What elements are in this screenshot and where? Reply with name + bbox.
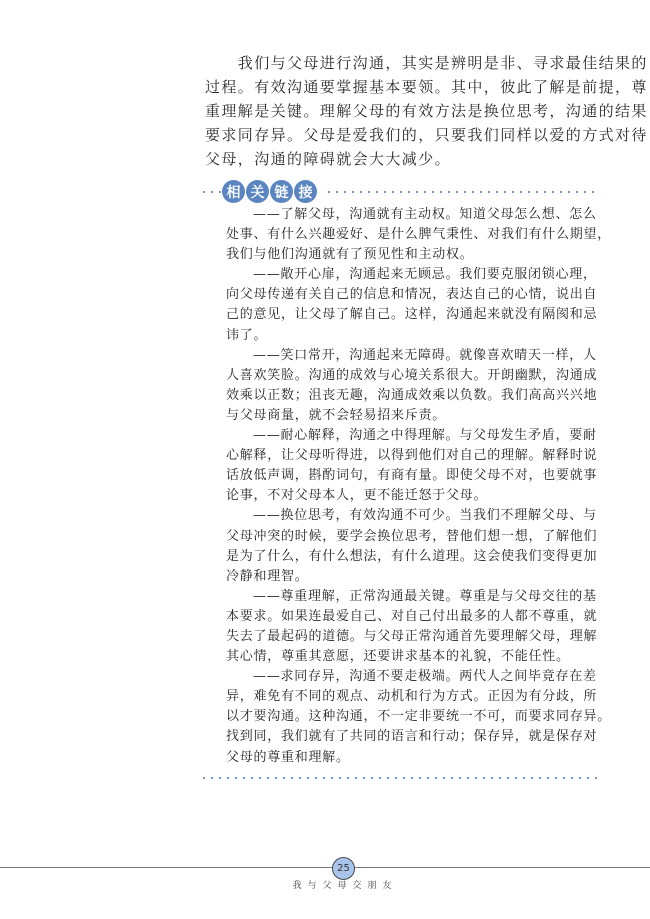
intro-line: 父母，沟通的障碍就会大大减少。 — [205, 150, 452, 168]
body-line: ——笑口常开，沟通起来无障碍。就像喜欢晴天一样，人 — [253, 347, 597, 363]
dotted-divider — [325, 191, 600, 193]
body-line: 处事、有什么兴趣爱好、是什么脾气秉性、对我们有什么期望， — [226, 227, 612, 243]
title-char: 相 — [222, 180, 245, 203]
body-line: ——敞开心扉，沟通起来无顾忌。我们要克服闭锁心理， — [253, 267, 597, 283]
body-line: 与父母商量，就不会轻易招来斥责。 — [226, 407, 447, 423]
body-line: ——换位思考，有效沟通不可少。当我们不理解父母、与 — [253, 508, 597, 524]
body-line: 是为了什么，有什么想法，有什么道理。这会使我们变得更加 — [226, 548, 598, 564]
body-line: 父母冲突的时候，要学会换位思考，替他们想一想，了解他们 — [226, 528, 598, 544]
body-line: 其心情，尊重其意愿，还要讲求基本的礼貌，不能任性。 — [226, 649, 570, 665]
page-number: 25 — [332, 857, 355, 880]
body-line: 异，难免有不同的观点、动机和行为方式。正因为有分歧，所 — [226, 689, 598, 705]
body-line: 讳了。 — [226, 327, 268, 343]
title-char: 关 — [246, 180, 269, 203]
body-line: 人喜欢笑脸。沟通的成效与心境关系很大。开朗幽默，沟通成 — [226, 367, 598, 383]
intro-line: 过程。有效沟通要掌握基本要领。其中，彼此了解是前提，尊 — [205, 78, 648, 96]
body-line: 失去了最起码的道德。与父母正常沟通首先要理解父母，理解 — [226, 628, 598, 644]
body-line: ——了解父母，沟通就有主动权。知道父母怎么想、怎么 — [253, 207, 597, 222]
body-line: ——求同存异，沟通不要走极端。两代人之间毕竟存在差 — [253, 669, 597, 685]
body-line: ——尊重理解，正常沟通最关键。尊重是与父母交往的基 — [253, 588, 597, 604]
intro-paragraph — [205, 51, 648, 171]
body-line: ——耐心解释，沟通之中得理解。与父母发生矛盾，要耐 — [253, 428, 597, 444]
body-line: 冷静和理智。 — [226, 568, 309, 584]
body-line: 向父母传递有关自己的信息和情况，表达自己的心情，说出自 — [226, 287, 598, 303]
body-line: 话放低声调，斟酌词句，有商有量。即使父母不对，也要就事 — [226, 468, 598, 484]
chapter-title: 我与父母交朋友 — [292, 881, 398, 891]
title-char: 接 — [294, 180, 317, 203]
intro-line: 重理解是关键。理解父母的有效方法是换位思考，沟通的结果 — [205, 102, 648, 120]
title-char: 链 — [270, 180, 293, 203]
body-line: 以才要沟通。这种沟通，不一定非要统一不可，而要求同存异。 — [226, 709, 612, 725]
related-links-body — [226, 205, 612, 768]
body-line: 本要求。如果连最爱自己、对自己付出最多的人都不尊重，就 — [226, 608, 598, 624]
body-line: 论事，不对父母本人，更不能迁怒于父母。 — [226, 488, 488, 504]
intro-line: 要求同存异。父母是爱我们的，只要我们同样以爱的方式对待 — [205, 126, 648, 144]
body-line: 我们与他们沟通就有了预见性和主动权。 — [226, 247, 474, 263]
body-line: 己的意见，让父母了解自己。这样，沟通起来就没有隔阂和忌 — [226, 307, 598, 323]
dotted-divider — [200, 191, 222, 193]
section-header-related-links — [200, 180, 600, 204]
footer-rule — [0, 867, 650, 868]
body-line: 效乘以正数；沮丧无趣，沟通成效乘以负数。我们高高兴兴地 — [226, 387, 598, 403]
body-line: 找到同，我们就有了共同的语言和行动；保存异，就是保存对 — [226, 729, 598, 745]
intro-line: 我们与父母进行沟通，其实是辨明是非、寻求最佳结果的 — [205, 54, 648, 72]
section-title-badge — [222, 180, 317, 203]
body-line: 父母的尊重和理解。 — [226, 749, 350, 765]
bottom-dotted-divider — [200, 777, 600, 779]
body-line: 心解释，让父母听得进，以得到他们对自己的理解。解释时说 — [226, 448, 598, 464]
